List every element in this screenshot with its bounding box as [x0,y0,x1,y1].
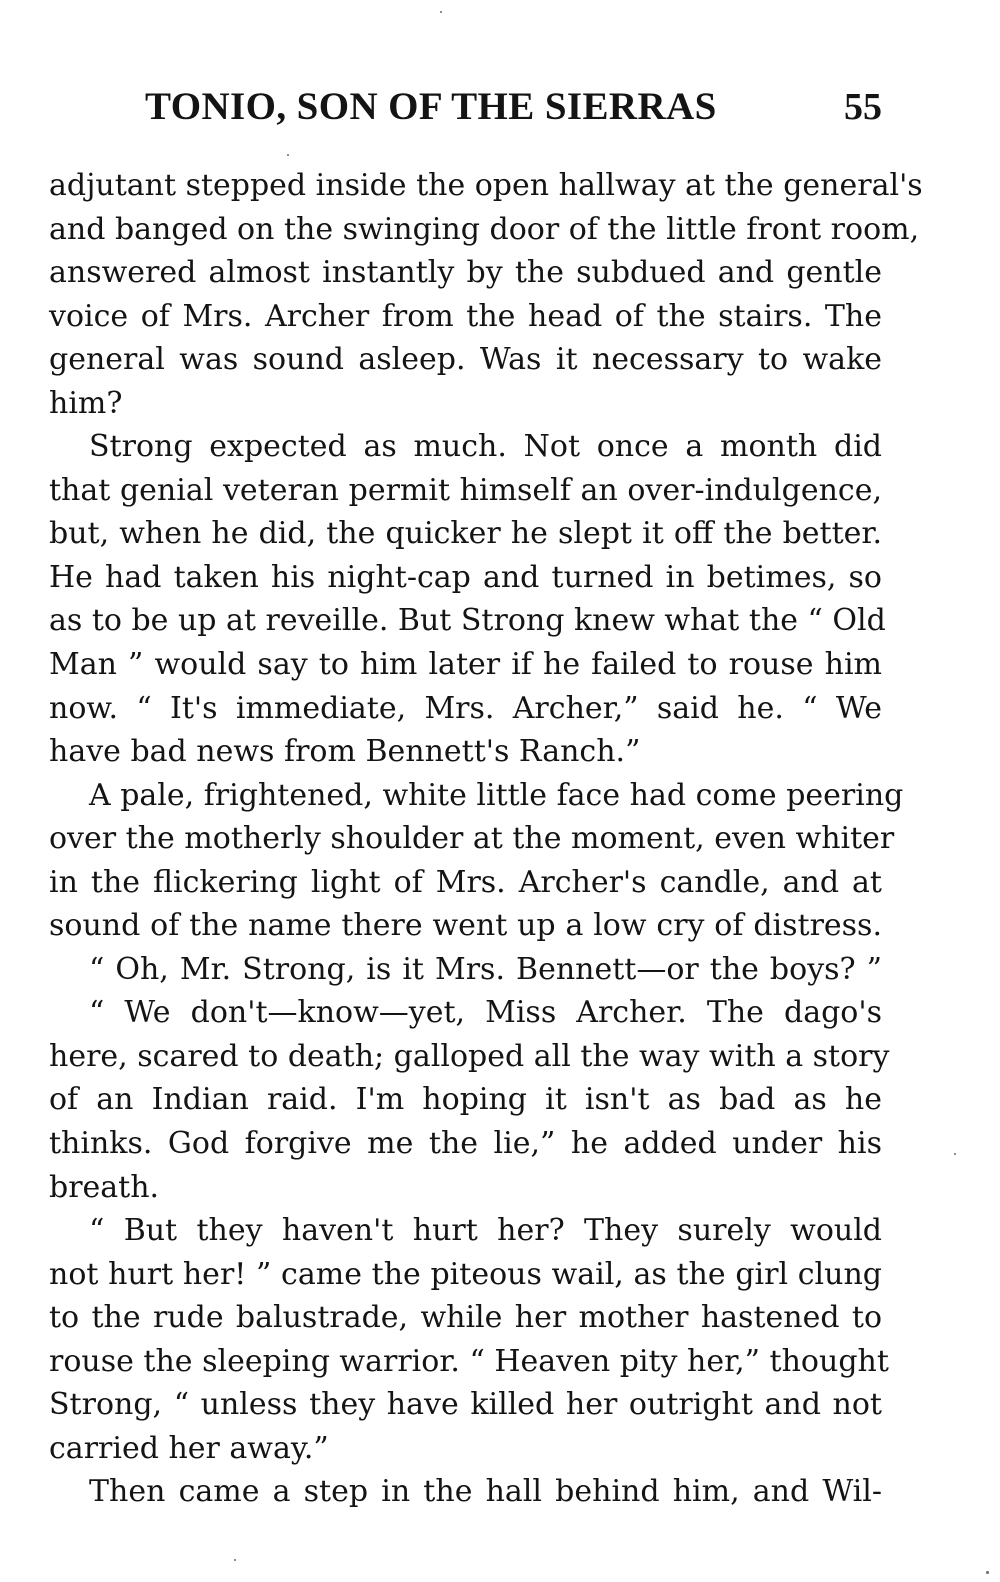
text-line: adjutant stepped inside the open hallway at the general's [49,168,923,203]
text-line: and banged on the swinging door of the little front room, [49,211,920,247]
text-line: Man ” would say to him later if he failed to rouse him [49,647,882,683]
scan-speck [986,1571,989,1574]
text-line: thinks. God forgive me the lie,” he added under his [49,1126,882,1162]
scan-speck [954,1153,956,1155]
scan-speck [287,154,289,156]
text-line: as to be up at reveille. But Strong knew what the “ Old [49,603,886,639]
paragraph-first-line: A pale, frightened, white little face had come peering [89,777,904,813]
text-line: here, scared to death; galloped all the way with a story [49,1038,890,1074]
paragraph-first-line: Then came a step in the hall behind him, and Wil- [89,1474,882,1510]
text-line: He had taken his night-cap and turned in betimes, so [49,559,882,595]
paragraph-first-line: “ Oh, Mr. Strong, is it Mrs. Bennett—or the boys? ” [89,951,882,987]
text-line: breath. [49,1169,160,1205]
text-line: voice of Mrs. Archer from the head of the stairs. The [49,298,882,334]
text-line: Strong, “ unless they have killed her outright and not [49,1387,882,1423]
text-line: answered almost instantly by the subdued and gentle [49,255,882,291]
paragraph-first-line: Strong expected as much. Not once a month did [89,429,882,465]
scan-speck [234,1559,236,1561]
text-line: general was sound asleep. Was it necessary to wake [49,342,882,378]
text-line: have bad news from Bennett's Ranch.” [49,734,641,770]
page-number: 55 [844,86,882,128]
text-line: sound of the name there went up a low cry of distress. [49,908,882,944]
running-title: TONIO, SON OF THE SIERRAS [145,85,717,128]
text-line: to the rude balustrade, while her mother hastened to [49,1300,882,1336]
body-text [49,164,923,1514]
text-line: but, when he did, the quicker he slept it off the better. [49,516,882,552]
paragraph-first-line: “ We don't—know—yet, Miss Archer. The dago's [89,995,882,1031]
paragraph-first-line: “ But they haven't hurt her? They surely would [89,1213,882,1249]
text-line: not hurt her! ” came the piteous wail, as the girl clung [49,1256,882,1292]
text-line: carried her away.” [49,1430,329,1466]
running-head [50,82,882,132]
text-line: of an Indian raid. I'm hoping it isn't as bad as he [49,1082,882,1118]
text-line: that genial veteran permit himself an over-indulgence, [49,472,882,508]
scan-speck [440,11,442,13]
text-line: in the flickering light of Mrs. Archer's candle, and at [49,864,882,900]
text-line: over the motherly shoulder at the moment, even whiter [49,821,895,857]
text-line: him? [49,385,123,421]
text-line: rouse the sleeping warrior. “ Heaven pity her,” thought [49,1343,889,1379]
text-line: now. “ It's immediate, Mrs. Archer,” said he. “ We [49,690,882,726]
